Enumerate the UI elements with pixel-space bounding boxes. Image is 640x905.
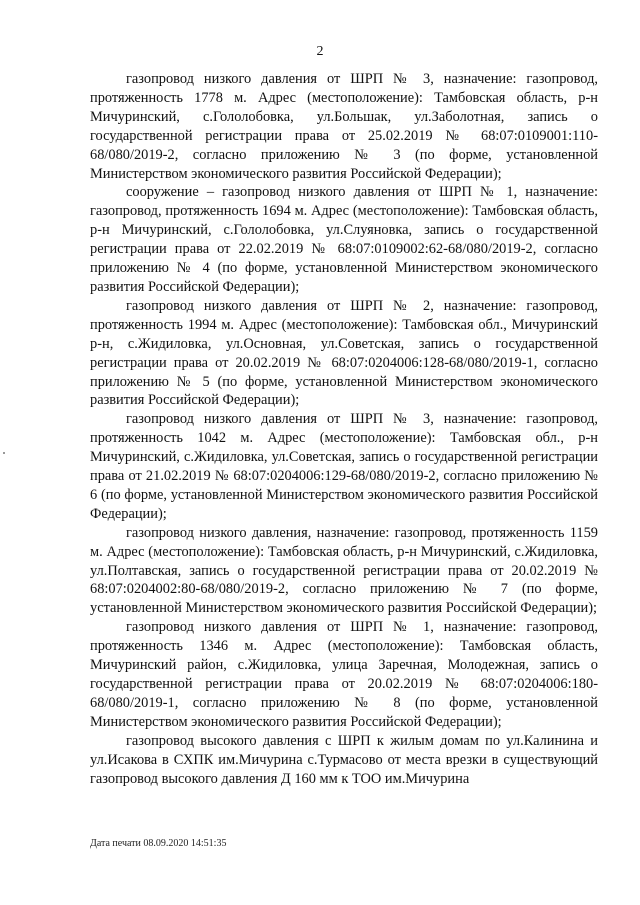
paragraph-3: газопровод низкого давления от ШРП № 2, назначение: газопровод, протяженность 1994 м. Адрес (местоположение): Тамбовская обл., Мичуринский р-н, с.Жидиловка, ул.Основная, ул.Советская, запись о государственной регистрации права от 20.02.2019 № 68:07:0204006:128-68/080/2019-1, согласно приложению № 5 (по форме, установленной Министерством экономического развития Российской Федерации); [90,297,598,409]
paragraph-6: газопровод низкого давления от ШРП № 1, назначение: газопровод, протяженность 1346 м. Адрес (местоположение): Тамбовская область, Мичуринский район, с.Жидиловка, улица Заречная, Молодежная, запись о государственной регистрации права от 20.02.2019 № 68:07:0204006:180-68/080/2019-1, согласно приложению № 8 (по форме, установленной Министерством экономического развития Российской Федерации); [90,619,598,730]
scan-margin-mark [3,452,5,454]
paragraph-2: сооружение – газопровод низкого давления от ШРП № 1, назначение: газопровод, протяженность 1694 м. Адрес (местоположение): Тамбовская область, р-н Мичуринский, с.Гололобовка, ул.Слуяновка, запись о государственной регистрации права от 22.02.2019 № 68:07:0109002:62-68/080/2019-2, согласно приложению № 4 (по форме, установленной Министерством экономического развития Российской Федерации); [90,184,598,295]
paragraph-4: газопровод низкого давления от ШРП № 3, назначение: газопровод, протяженность 1042 м. Адрес (местоположение): Тамбовская обл., р-н Мичуринский, с.Жидиловка, ул.Советская, запись о государственной регистрации права от 21.02.2019 № 68:07:0204006:129-68/080/2019-2, согласно приложению № 6 (по форме, установленной Министерством экономического развития Российской Федерации); [90,411,598,522]
paragraph-1: газопровод низкого давления от ШРП № 3, назначение: газопровод, протяженность 1778 м. Адрес (местоположение): Тамбовская область, р-н Мичуринский, с.Гололобовка, ул.Большак, ул.Заболотная, запись о государственной регистрации права от 25.02.2019 № 68:07:0109001:110-68/080/2019-2, согласно приложению № 3 (по форме, установленной Министерством экономического развития Российской Федерации); [90,71,598,182]
paragraph-5: газопровод низкого давления, назначение: газопровод, протяженность 1159 м. Адрес (местоположение): Тамбовская область, р-н Мичуринский, с.Жидиловка, ул.Полтавская, запись о государственной регистрации права от 20.02.2019 № 68:07:0204002:80-68/080/2019-2, согласно приложению № 7 (по форме, установленной Министерством экономического развития Российской Федерации); [90,524,598,617]
paragraph-7: газопровод высокого давления с ШРП к жилым домам по ул.Калинина и ул.Исакова в СХПК им.Мичурина с.Турмасово от места врезки в существующий газопровод высокого давления Д 160 мм к ТОО им.Мичурина [90,732,598,787]
page-number: 2 [316,44,324,59]
print-date-footer: Дата печати 08.09.2020 14:51:35 [90,838,227,849]
document-body [90,70,598,788]
